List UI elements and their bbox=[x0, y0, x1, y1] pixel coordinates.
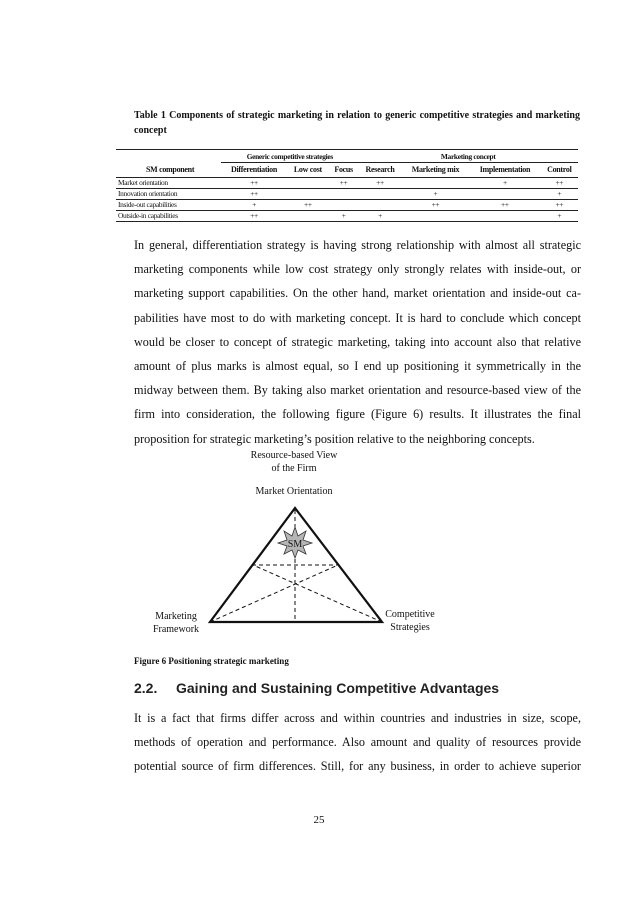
text-line: would be closer to concept of strategic marketing, taking into account also that relative bbox=[134, 334, 581, 349]
text-line: potential source of firm differences. Still, for any business, in order to achieve superior bbox=[134, 759, 581, 774]
column-header: Control bbox=[541, 163, 578, 178]
column-header: Differentiation bbox=[221, 163, 287, 178]
group-header-generic: Generic competitive strategies bbox=[221, 150, 358, 163]
cell: ++ bbox=[469, 200, 540, 211]
figure-right-label-line: Strategies bbox=[390, 622, 430, 633]
table-corner bbox=[116, 150, 221, 163]
figure-caption: Figure 6 Positioning strategic marketing bbox=[134, 656, 289, 666]
cell: ++ bbox=[221, 178, 287, 189]
text-line: marketing components while low cost strategy only strongly relates with inside-out, or bbox=[134, 262, 581, 277]
column-header: Focus bbox=[329, 163, 359, 178]
section-title: Gaining and Sustaining Competitive Advantages bbox=[176, 680, 500, 696]
cell: ++ bbox=[221, 189, 287, 200]
column-header: Marketing mix bbox=[402, 163, 469, 178]
text-line: proposition for strategic marketing’s position relative to the neighboring concepts. bbox=[134, 431, 535, 446]
paragraph-body bbox=[134, 233, 581, 451]
column-header: SM component bbox=[116, 163, 221, 178]
section-heading bbox=[134, 680, 499, 696]
cell: ++ bbox=[402, 200, 469, 211]
column-header: Low cost bbox=[287, 163, 329, 178]
paragraph-body bbox=[134, 706, 581, 779]
figure-top-label-line: of the Firm bbox=[271, 463, 317, 474]
cell bbox=[469, 211, 540, 222]
group-header-marketing: Marketing concept bbox=[358, 150, 578, 163]
cell: ++ bbox=[287, 200, 329, 211]
text-line: methods of operation and performance. Also amount and quality of resources provide bbox=[134, 735, 581, 750]
page-number: 25 bbox=[313, 814, 325, 826]
cell: + bbox=[358, 211, 401, 222]
cell: + bbox=[402, 189, 469, 200]
table-row bbox=[116, 200, 578, 211]
cell: + bbox=[329, 211, 359, 222]
cell bbox=[469, 189, 540, 200]
column-header: Research bbox=[358, 163, 401, 178]
text-line: amount of plus marks is almost equal, so I end up positioning it symmetrically in the bbox=[134, 359, 581, 374]
figure-left-label-line: Marketing bbox=[155, 611, 197, 622]
text-line: In general, differentiation strategy is having strong relationship with almost all strategic bbox=[134, 238, 581, 252]
figure-right-label bbox=[370, 608, 450, 634]
cell: + bbox=[221, 200, 287, 211]
figure-left-label-line: Framework bbox=[152, 624, 200, 635]
cell: + bbox=[541, 211, 578, 222]
median-left bbox=[210, 565, 338, 622]
cell bbox=[402, 178, 469, 189]
components-table bbox=[116, 149, 578, 222]
row-label: Innovation orientation bbox=[116, 189, 221, 200]
text-line: firm into consideration, the following figure (Figure 6) results. It illustrates the final bbox=[134, 407, 581, 422]
row-label: Inside-out capabilities bbox=[116, 200, 221, 211]
cell: + bbox=[541, 189, 578, 200]
sm-label: SM bbox=[287, 539, 303, 550]
text-line: midway between them. By taking also market orientation and resource-based view of the bbox=[134, 383, 581, 398]
cell: ++ bbox=[541, 200, 578, 211]
cell bbox=[329, 189, 359, 200]
column-header: Implementation bbox=[469, 163, 540, 178]
cell: ++ bbox=[541, 178, 578, 189]
table-row bbox=[116, 178, 578, 189]
row-label: Outside-in capabilities bbox=[116, 211, 221, 222]
cell: ++ bbox=[329, 178, 359, 189]
figure-right-label-line: Competitive bbox=[385, 609, 435, 620]
cell: ++ bbox=[221, 211, 287, 222]
figure-top-label-line: Resource-based View bbox=[250, 450, 338, 461]
median-right bbox=[253, 565, 382, 622]
cell bbox=[402, 211, 469, 222]
figure-left-label bbox=[136, 610, 216, 636]
cell bbox=[287, 178, 329, 189]
cell: + bbox=[469, 178, 540, 189]
text-line: pabilities have most to do with marketing concept. It is hard to conclude which concept bbox=[134, 310, 581, 325]
table-caption: Table 1 Components of strategic marketing in relation to generic competitive strategies and marketing concept bbox=[134, 110, 580, 136]
cell bbox=[358, 200, 401, 211]
cell bbox=[287, 189, 329, 200]
text-line: marketing support capabilities. On the other hand, market orientation and inside-out ca- bbox=[134, 286, 581, 301]
cell bbox=[329, 200, 359, 211]
row-label: Market orientation bbox=[116, 178, 221, 189]
cell: ++ bbox=[358, 178, 401, 189]
table-row bbox=[116, 211, 578, 222]
cell bbox=[358, 189, 401, 200]
figure-top-label bbox=[224, 449, 364, 475]
cell bbox=[287, 211, 329, 222]
text-line: It is a fact that firms differ across and within countries and industries in size, scope, bbox=[134, 711, 581, 725]
section-number: 2.2. bbox=[134, 680, 158, 696]
figure-apex-label: Market Orientation bbox=[255, 486, 333, 497]
table-row bbox=[116, 189, 578, 200]
